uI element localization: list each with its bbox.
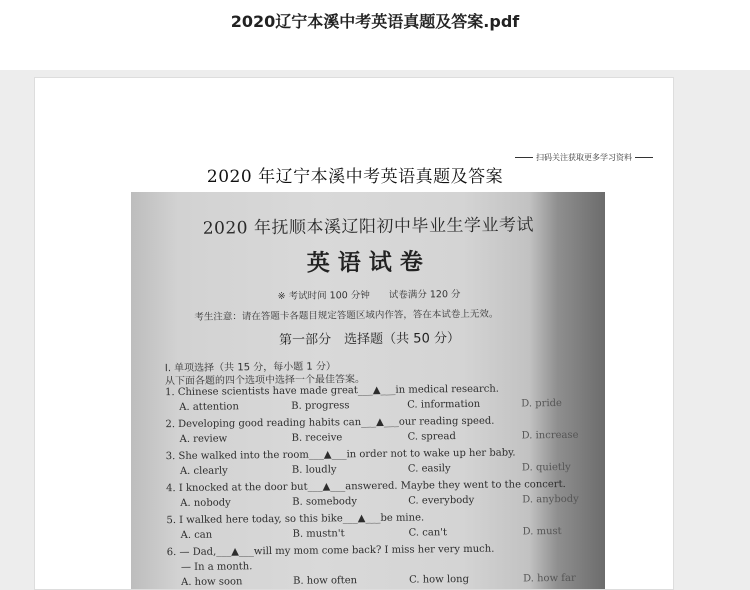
pdf-page xyxy=(34,77,674,590)
question-4 xyxy=(166,478,579,513)
option-c: C. can't xyxy=(408,527,448,539)
option-a: A. attention xyxy=(179,401,239,413)
part-title: 第一部分 选择题（共 50 分） xyxy=(279,331,461,348)
exam-sheet xyxy=(131,192,605,590)
viewer-topbar xyxy=(0,0,750,70)
option-c: C. how long xyxy=(409,573,470,586)
exam-score: 试卷满分 120 分 xyxy=(388,289,461,301)
document-title: 2020 年辽宁本溪中考英语真题及答案 xyxy=(206,167,504,187)
option-a: A. clearly xyxy=(179,465,228,477)
question-stem: 6. — Dad,___▲___will my mom come back? I miss her very much. xyxy=(166,543,495,559)
question-5 xyxy=(166,512,562,545)
option-b: B. receive xyxy=(291,432,343,444)
question-2 xyxy=(165,415,579,449)
paper-title: 英语试卷 xyxy=(306,248,431,277)
option-d: D. pride xyxy=(521,397,563,410)
exam-time: ※ 考试时间 100 分钟 xyxy=(277,289,370,302)
section-title: Ⅰ. 单项选择（共 15 分，每小题 1 分） xyxy=(164,361,336,375)
option-c: C. spread xyxy=(407,431,456,443)
exam-notice: 考生注意：请在答题卡各题目规定答题区域内作答，答在本试卷上无效。 xyxy=(194,308,499,323)
option-b: B. how often xyxy=(293,575,358,587)
header-rule-left xyxy=(515,157,533,158)
exam-info xyxy=(132,285,605,304)
option-c: C. information xyxy=(407,398,481,411)
header-note-text: 扫码关注获取更多学习资料 xyxy=(536,153,632,162)
question-stem: 3. She walked into the room___▲___in order not to wake up her baby. xyxy=(165,447,516,463)
option-b: B. progress xyxy=(291,400,350,412)
question-reply: — In a month. xyxy=(180,561,253,573)
question-stem: 5. I walked here today, so this bike___▲___be mine. xyxy=(166,512,425,527)
option-a: A. review xyxy=(179,433,228,445)
option-a: A. can xyxy=(180,529,213,541)
question-options xyxy=(179,461,571,481)
question-stem: 1. Chinese scientists have made great___▲___in medical research. xyxy=(165,383,500,399)
option-d: D. increase xyxy=(521,429,579,442)
section-instruction: 从下面各题的四个选项中选择一个最佳答案。 xyxy=(164,374,366,388)
option-b: B. somebody xyxy=(292,496,358,508)
question-1 xyxy=(165,383,563,417)
option-d: D. anybody xyxy=(522,493,579,506)
option-b: B. mustn't xyxy=(292,528,345,540)
question-6 xyxy=(166,543,576,590)
option-c: C. easily xyxy=(407,463,451,475)
option-c: C. everybody xyxy=(408,494,475,507)
file-title: 2020辽宁本溪中考英语真题及答案.pdf xyxy=(230,12,520,31)
option-d: D. how far xyxy=(523,572,576,585)
question-stem: 2. Developing good reading habits can___▲___our reading speed. xyxy=(165,415,495,431)
option-d: D. must xyxy=(522,525,562,538)
option-a: A. nobody xyxy=(180,497,231,509)
question-options xyxy=(180,493,579,513)
question-3 xyxy=(165,447,571,481)
option-d: D. quietly xyxy=(521,461,571,474)
question-options xyxy=(179,429,579,449)
option-b: B. loudly xyxy=(291,464,337,476)
exam-photo xyxy=(131,192,605,590)
option-a: A. how soon xyxy=(181,576,243,588)
question-options xyxy=(180,525,562,545)
question-options xyxy=(179,397,563,417)
question-stem: 4. I knocked at the door but___▲___answered. Maybe they went to the concert. xyxy=(166,478,566,495)
exam-title: 2020 年抚顺本溪辽阳初中毕业生学业考试 xyxy=(202,215,535,239)
question-options xyxy=(181,572,576,590)
header-rule-right xyxy=(635,157,653,158)
